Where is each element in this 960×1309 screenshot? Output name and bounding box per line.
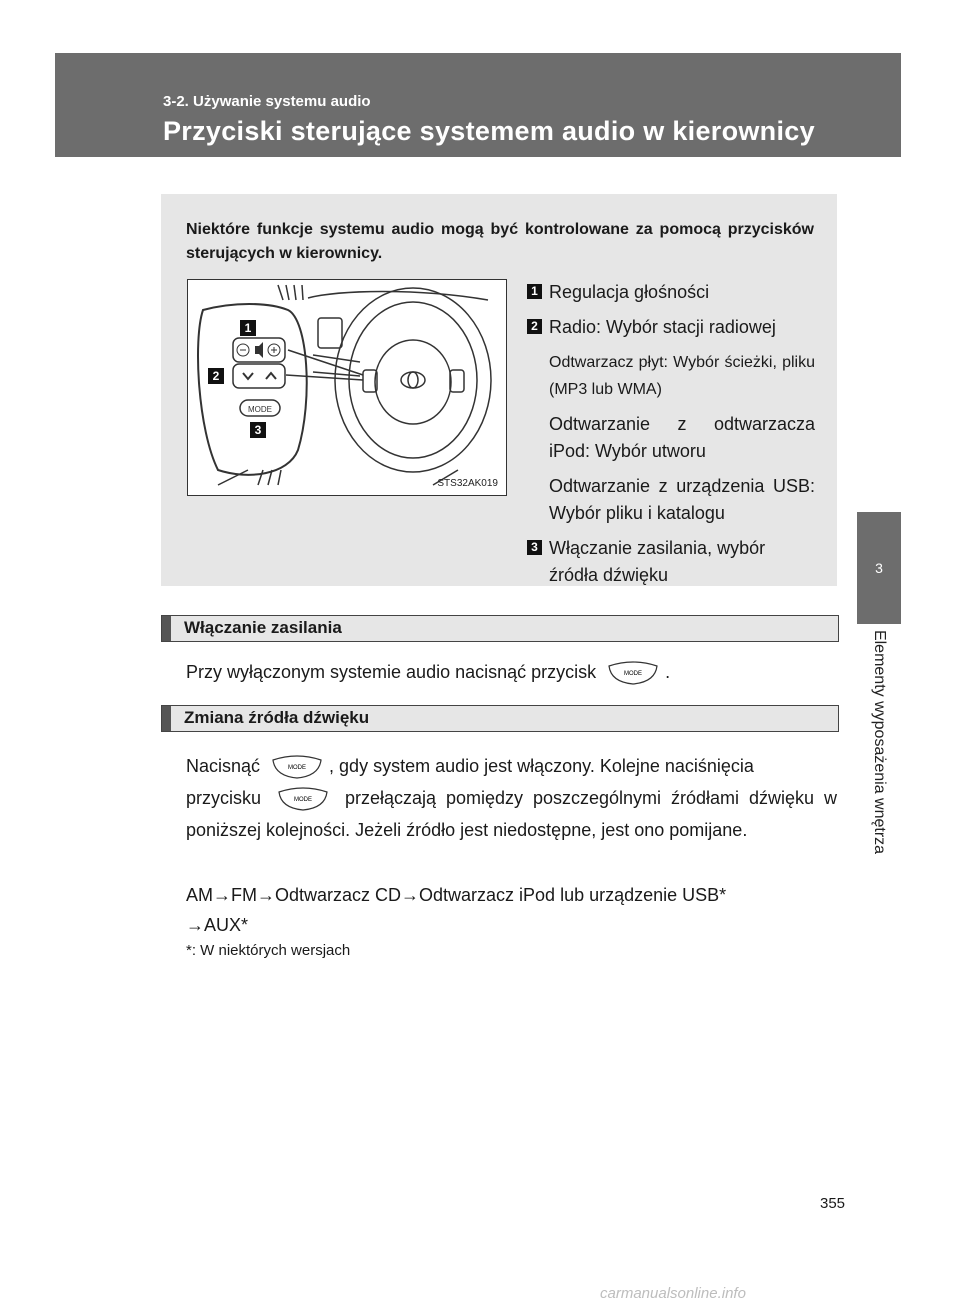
chapter-title: Elementy wyposażenia wnętrza xyxy=(871,629,888,855)
legend-number-1: 1 xyxy=(527,284,542,299)
intro-box xyxy=(161,194,837,586)
section-heading-power xyxy=(161,615,839,642)
legend xyxy=(527,279,815,597)
steering-controls-figure xyxy=(187,279,507,496)
page-number: 355 xyxy=(820,1195,846,1212)
legend-sub-ipod: Odtwarzanie z odtwarzacza iPod: Wybór utworu xyxy=(549,414,815,461)
section-heading-power-text: Włączanie zasilania xyxy=(184,618,342,637)
figure-label: STS32AK019 xyxy=(437,478,498,489)
svg-text:MODE: MODE xyxy=(288,765,307,772)
legend-item-2 xyxy=(527,314,815,341)
watermark: carmanualsonline.info xyxy=(600,1285,746,1302)
legend-sub-usb: Odtwarzanie z urządzenia USB: Wybór pliku i katalogu xyxy=(549,476,815,523)
svg-text:MODE: MODE xyxy=(293,797,312,804)
source-sequence xyxy=(186,880,837,940)
power-text-end: . xyxy=(665,661,671,682)
mode-button-icon xyxy=(605,660,661,686)
page-header xyxy=(55,53,901,157)
legend-label-3: Włączanie zasilania, wybór źródła dźwięku xyxy=(549,538,766,585)
svg-text:MODE: MODE xyxy=(248,405,272,414)
legend-item-1 xyxy=(527,279,815,306)
steering-illustration xyxy=(188,280,506,495)
svg-text:MODE: MODE xyxy=(624,671,643,677)
legend-label-1: Regulacja głośności xyxy=(549,282,710,302)
sequence-line-1: AM→FM→Odtwarzacz CD→Odtwarzacz iPod lub urządzenie USB* xyxy=(186,885,727,905)
callout-3: 3 xyxy=(254,423,262,437)
section-heading-source-text: Zmiana źródła dźwięku xyxy=(184,708,370,727)
mode-button-icon xyxy=(269,754,325,780)
legend-item-3 xyxy=(527,535,815,589)
sequence-line-2: →AUX* xyxy=(186,915,249,935)
callout-1: 1 xyxy=(244,321,252,335)
power-paragraph xyxy=(186,660,837,686)
section-label: 3-2. Używanie systemu audio xyxy=(163,93,371,110)
callout-2: 2 xyxy=(212,369,220,383)
page-title: Przyciski sterujące systemem audio w kierownicy xyxy=(163,116,815,146)
legend-number-2: 2 xyxy=(527,319,542,334)
source-paragraph xyxy=(186,750,837,846)
legend-number-3: 3 xyxy=(527,540,542,555)
legend-label-2: Radio: Wybór stacji radiowej xyxy=(549,317,776,337)
source-text-1a: Nacisnąć xyxy=(186,756,261,776)
power-text: Przy wyłączonym systemie audio nacisnąć przycisk xyxy=(186,661,597,682)
footnote: *: W niektórych wersjach xyxy=(186,942,351,959)
intro-text: Niektóre funkcje systemu audio mogą być kontrolowane za pomocą przycisków sterujących w kierownicy. xyxy=(186,221,814,262)
section-heading-source xyxy=(161,705,839,732)
source-text-2a: przycisku xyxy=(186,788,262,808)
mode-button-icon xyxy=(275,786,331,812)
chapter-tab[interactable] xyxy=(857,512,901,624)
source-text-2b: przełączają pomiędzy poszczególnymi źródłami dźwięku w poniższej kolejności. Jeżeli źródło jest niedostępne, jest ono pomijane. xyxy=(186,788,837,840)
legend-sub-disc: Odtwarzacz płyt: Wybór ścieżki, pliku (MP3 lub WMA) xyxy=(549,354,815,398)
chapter-number: 3 xyxy=(875,560,883,576)
source-text-1b: , gdy system audio jest włączony. Kolejne naciśnięcia xyxy=(329,756,754,776)
